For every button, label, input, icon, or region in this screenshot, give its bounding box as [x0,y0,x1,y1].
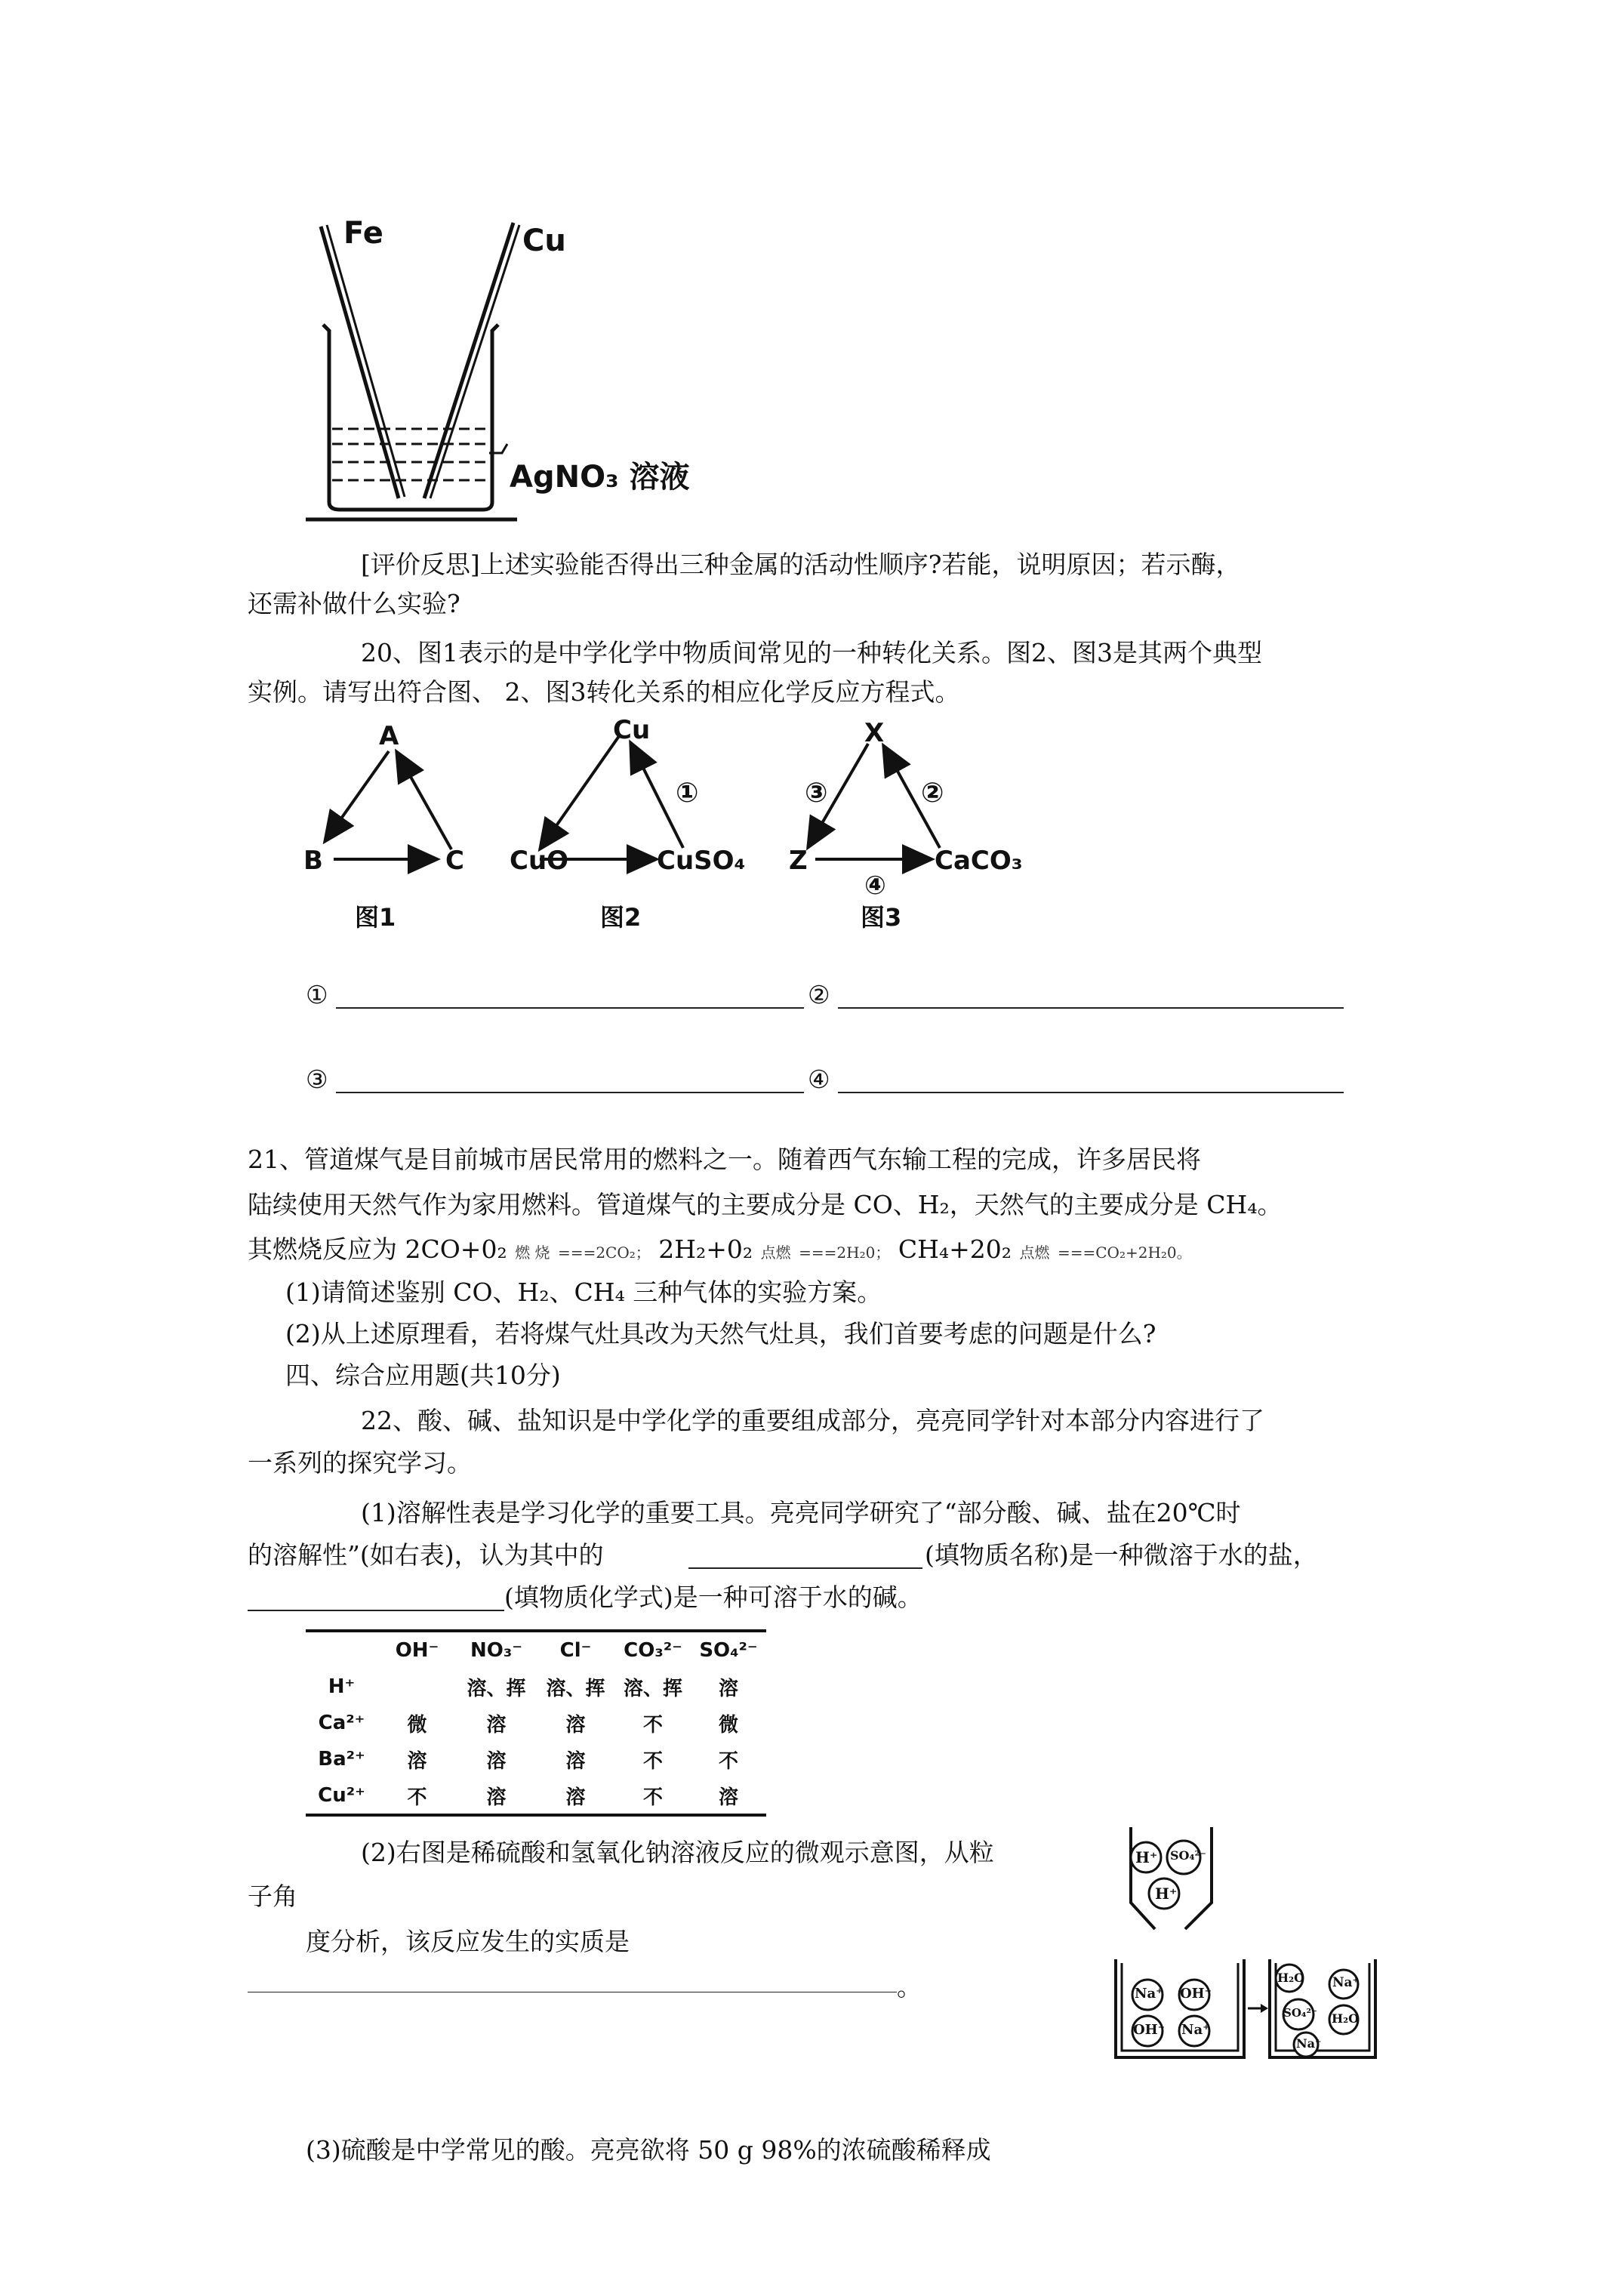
fig1-left: B [303,846,323,876]
micro-diagram [1110,1820,1381,2069]
table-header-row [306,1632,766,1669]
table-cell: 不 [718,1749,738,1773]
table-row [306,1669,766,1705]
beaker-figure [287,204,710,529]
fig3-mark-4: ④ [864,871,886,901]
table-cell: 不 [642,1786,663,1809]
q22-line-1: 22、酸、碱、盐知识是中学化学的重要组成部分，亮亮同学针对本部分内容进行了 [361,1406,1264,1435]
table-cell: 溶 [565,1713,586,1737]
section-4-heading: 四、综合应用题(共10分) [285,1361,561,1390]
beaker1-ion-oh-1: OH⁻ [1180,1986,1212,2002]
q22-p2-end: 。 [897,1972,922,2002]
q21-line-1: 21、管道煤气是目前城市居民常用的燃料之一。随着西气东输工程的完成，许多居民将 [248,1145,1201,1174]
funnel-ion-h-1: H⁺ [1135,1848,1158,1866]
reflection-line-1: [评价反思]上述实验能否得出三种金属的活动性顺序?若能，说明原因；若示酶， [361,550,1241,579]
answer-4-line[interactable] [838,1092,1344,1093]
answer-2-line[interactable] [838,1007,1344,1009]
q22-p2-line-1: (2)右图是稀硫酸和氢氧化钠溶液反应的微观示意图，从粒 [361,1838,994,1867]
q22-blank-2[interactable] [248,1610,504,1611]
table-header-cell [306,1632,377,1669]
fig1-caption: 图1 [355,903,396,932]
table-cell: 不 [407,1786,427,1809]
table-cell: 溶 [565,1786,586,1809]
q22-p1-line-2a: 的溶解性”(如右表)，认为其中的 [248,1540,604,1570]
solubility-table [306,1629,766,1817]
beaker1-ion-oh-2: OH⁻ [1133,2022,1166,2038]
table-cell: 溶、挥 [467,1677,526,1700]
answer-1-label: ① [306,980,328,1009]
reflection-line-2: 还需补做什么实验? [248,589,460,618]
eq2-right: ===2H₂0； [799,1244,891,1262]
q22-p1-line-3: (填物质化学式)是一种可溶于水的碱。 [504,1583,922,1612]
table-cell: 溶 [486,1713,507,1737]
q22-p2-line-2: 子角 [248,1881,297,1911]
table-cell: H⁺ [328,1675,356,1698]
answer-3-line[interactable] [336,1092,804,1093]
fig2-right: CuSO₄ [657,846,746,876]
fig2-left: CuO [510,846,569,876]
eq2-left: 2H₂+0₂ [658,1234,753,1264]
table-cell: 溶 [486,1786,507,1809]
fig3-mark-2: ② [921,778,944,809]
table-header-cell: SO₄²⁻ [699,1639,758,1662]
table-header-cell: Cl⁻ [559,1639,592,1662]
table-cell: 溶、挥 [623,1677,682,1700]
fig3-mark-3: ③ [805,778,828,809]
conversion-figures [287,715,1042,940]
table-cell: 不 [642,1713,663,1737]
q22-p2-line-3: 度分析，该反应发生的实质是 [306,1927,630,1956]
eq1-left: 2CO+0₂ [405,1234,507,1264]
table-cell: 微 [718,1713,738,1737]
table-cell: Ca²⁺ [318,1712,365,1734]
table-row [306,1777,766,1814]
eq3-right: ===CO₂+2H₂0。 [1057,1244,1192,1262]
beaker1-ion-na-2: Na⁺ [1181,2022,1210,2038]
q21-line-2: 陆续使用天然气作为家用燃料。管道煤气的主要成分是 CO、H₂，天然气的主要成分是 CH₄。 [248,1190,1283,1219]
fig3-top: X [864,718,885,748]
cu-label: Cu [522,223,566,258]
q20-line-2: 实例。请写出符合图、 2、图3转化关系的相应化学反应方程式。 [248,677,960,707]
q21-sub-2: (2)从上述原理看，若将煤气灶具改为天然气灶具，我们首要考虑的问题是什么? [285,1319,1156,1348]
table-row [306,1741,766,1777]
eq3-left: CH₄+20₂ [898,1234,1012,1264]
q22-p1-line-1: (1)溶解性表是学习化学的重要工具。亮亮同学研究了“部分酸、碱、盐在20℃时 [361,1498,1241,1527]
fig3-caption: 图3 [861,903,902,932]
fig1-right: C [445,846,464,876]
eq1-condition: 燃 烧 [515,1244,550,1262]
conversion-arrows [287,721,1042,940]
table-cell: Ba²⁺ [318,1748,365,1771]
agno3-label: AgNO₃ 溶液 [510,460,690,495]
table-cell: 微 [407,1713,427,1737]
eq2-condition: 点燃 [760,1244,791,1262]
beaker2-ion-so4: SO₄²⁻ [1283,2006,1317,2020]
table-cell: 溶 [486,1749,507,1773]
q20-line-1: 20、图1表示的是中学化学中物质间常见的一种转化关系。图2、图3是其两个典型 [361,638,1262,667]
eq1-right: ===2CO₂； [558,1244,651,1262]
funnel-ion-h-2: H⁺ [1155,1885,1178,1903]
table-cell: 溶 [565,1749,586,1773]
table-header-cell: CO₃²⁻ [624,1639,682,1662]
table-row [306,1705,766,1741]
table-header-cell: NO₃⁻ [470,1639,522,1662]
answer-2-label: ② [808,980,830,1009]
fe-label: Fe [343,216,383,251]
table-cell: 溶 [718,1677,738,1700]
beaker1-ion-na-1: Na⁺ [1135,1986,1163,2002]
q21-line-3 [248,1233,1192,1269]
q21-sub-1: (1)请简述鉴别 CO、H₂、CH₄ 三种气体的实验方案。 [285,1277,882,1307]
table-cell: 溶 [718,1786,738,1809]
fig2-mark-1: ① [676,778,699,809]
answer-3-label: ③ [306,1065,328,1094]
table-cell: 不 [642,1749,663,1773]
beaker2-ion-na-2: Na⁺ [1296,2036,1322,2051]
q21-line-3-prefix: 其燃烧反应为 [248,1234,397,1264]
q22-line-2: 一系列的探究学习。 [248,1448,472,1478]
beaker2-ion-na-1: Na⁺ [1332,1975,1360,1990]
q22-p1-line-2b: (填物质名称)是一种微溶于水的盐， [925,1540,1318,1570]
fig2-top: Cu [613,715,651,745]
eq3-condition: 点燃 [1019,1244,1050,1262]
fig3-left: Z [789,846,808,876]
q22-blank-1[interactable] [688,1567,922,1569]
beaker2-ion-h2o-1: H₂O [1277,1971,1305,1985]
answer-1-line[interactable] [336,1007,804,1009]
fig1-top: A [379,721,399,751]
table-cell: Cu²⁺ [318,1784,365,1807]
beaker2-ion-h2o-2: H₂O [1332,2011,1360,2026]
table-header-cell: OH⁻ [395,1639,439,1662]
funnel-ion-so4: SO₄²⁻ [1170,1848,1206,1863]
fig2-caption: 图2 [600,903,642,932]
answer-4-label: ④ [808,1065,830,1094]
q22-p3-line-1: (3)硫酸是中学常见的酸。亮亮欲将 50 g 98%的浓硫酸稀释成 [306,2135,991,2165]
table-cell: 溶 [407,1749,427,1773]
fig3-right: CaCO₃ [935,846,1023,876]
table-cell [377,1669,457,1705]
table-cell: 溶、挥 [546,1677,605,1700]
